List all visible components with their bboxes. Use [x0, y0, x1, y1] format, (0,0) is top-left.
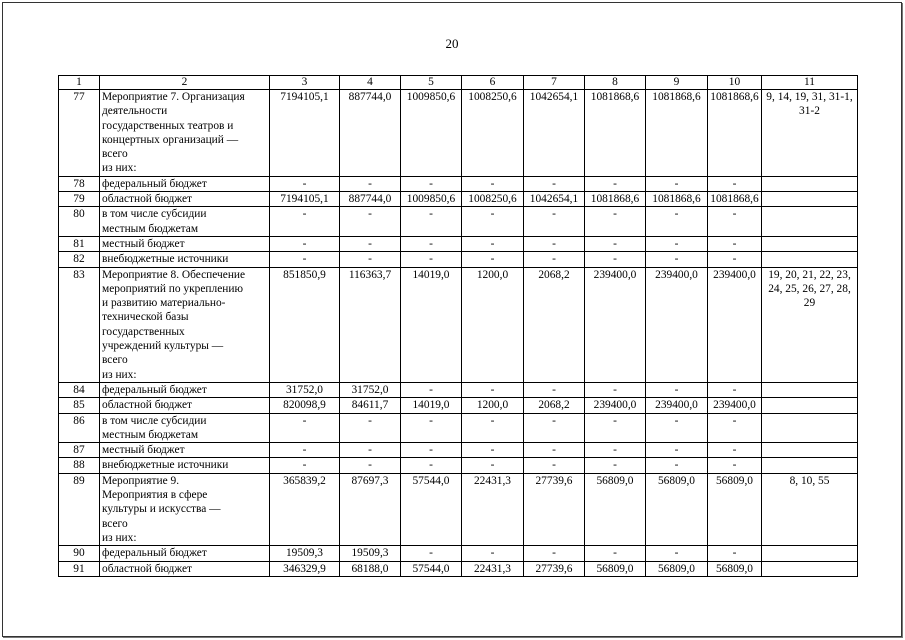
value-cell: 56809,0 — [708, 473, 762, 545]
value-cell: 22431,3 — [462, 473, 524, 545]
value-cell: 239400,0 — [708, 398, 762, 413]
row-name — [100, 546, 270, 561]
row-name-line: деятельности — [102, 105, 168, 118]
value-cell: - — [270, 252, 340, 267]
value-cell: - — [340, 413, 401, 443]
page-number: 20 — [445, 36, 459, 51]
value-cell: - — [462, 443, 524, 458]
row-name-line: технической базы — [102, 311, 189, 324]
indicator-refs — [762, 546, 858, 561]
value-cell: 239400,0 — [646, 267, 708, 382]
row-number: 83 — [59, 267, 100, 382]
row-name-line: местный бюджет — [102, 444, 185, 457]
row-number: 85 — [59, 398, 100, 413]
row-name-line: местный бюджет — [102, 237, 185, 250]
row-name — [100, 413, 270, 443]
row-name — [100, 382, 270, 397]
value-cell: - — [462, 176, 524, 191]
value-cell: 31752,0 — [340, 382, 401, 397]
value-cell: 887744,0 — [340, 192, 401, 207]
value-cell: 56809,0 — [585, 561, 646, 576]
indicator-refs — [762, 207, 858, 237]
value-cell: - — [462, 252, 524, 267]
table-row — [59, 267, 858, 382]
column-header: 6 — [462, 76, 524, 90]
table-row — [59, 473, 858, 545]
row-name-line: федеральный бюджет — [102, 547, 207, 560]
indicator-refs — [762, 561, 858, 576]
table-body — [59, 90, 858, 577]
column-header: 7 — [524, 76, 585, 90]
row-name-line: из них: — [102, 531, 137, 544]
row-name-line: местным бюджетам — [102, 222, 199, 235]
value-cell: - — [646, 443, 708, 458]
table-row — [59, 236, 858, 251]
row-name-line: Мероприятие 8. Обеспечение — [102, 268, 246, 281]
row-number: 77 — [59, 90, 100, 177]
value-cell: - — [401, 207, 462, 237]
value-cell: - — [462, 413, 524, 443]
row-number: 90 — [59, 546, 100, 561]
value-cell: 1081868,6 — [646, 90, 708, 177]
row-name — [100, 90, 270, 177]
row-name-line: внебюджетные источники — [102, 253, 229, 266]
row-name-line: федеральный бюджет — [102, 383, 207, 396]
value-cell: - — [646, 176, 708, 191]
value-cell: 239400,0 — [585, 267, 646, 382]
value-cell: - — [524, 382, 585, 397]
value-cell: - — [708, 252, 762, 267]
value-cell: - — [708, 176, 762, 191]
row-number: 80 — [59, 207, 100, 237]
value-cell: 1008250,6 — [462, 90, 524, 177]
value-cell: - — [708, 546, 762, 561]
value-cell: 116363,7 — [340, 267, 401, 382]
row-name-line: государственных театров и — [102, 119, 234, 132]
header-row — [59, 76, 858, 90]
value-cell: - — [708, 443, 762, 458]
value-cell: - — [585, 413, 646, 443]
row-name — [100, 561, 270, 576]
value-cell: 1042654,1 — [524, 192, 585, 207]
row-name-line: Мероприятие 7. Организация — [102, 91, 245, 103]
column-header: 2 — [100, 76, 270, 90]
value-cell: - — [646, 382, 708, 397]
value-cell: 56809,0 — [646, 561, 708, 576]
value-cell: 239400,0 — [708, 267, 762, 382]
value-cell: - — [270, 413, 340, 443]
row-name — [100, 398, 270, 413]
value-cell: - — [524, 443, 585, 458]
value-cell: - — [708, 382, 762, 397]
row-name-line: и развитию материально- — [102, 297, 226, 310]
row-name-line: местным бюджетам — [102, 428, 199, 441]
value-cell: 820098,9 — [270, 398, 340, 413]
table-row — [59, 176, 858, 191]
value-cell: - — [401, 252, 462, 267]
value-cell: - — [585, 207, 646, 237]
value-cell: 1081868,6 — [708, 90, 762, 177]
indicator-refs — [762, 176, 858, 191]
value-cell: 19509,3 — [270, 546, 340, 561]
indicator-refs — [762, 252, 858, 267]
value-cell: 14019,0 — [401, 398, 462, 413]
value-cell: 68188,0 — [340, 561, 401, 576]
value-cell: 1042654,1 — [524, 90, 585, 177]
row-number: 79 — [59, 192, 100, 207]
indicator-refs: 19, 20, 21, 22, 23, 24, 25, 26, 27, 28, 29 — [762, 267, 858, 382]
table-row — [59, 546, 858, 561]
row-number: 89 — [59, 473, 100, 545]
value-cell: - — [401, 236, 462, 251]
value-cell: - — [585, 443, 646, 458]
row-number: 84 — [59, 382, 100, 397]
value-cell: 56809,0 — [708, 561, 762, 576]
indicator-refs — [762, 236, 858, 251]
value-cell: 22431,3 — [462, 561, 524, 576]
value-cell: 1200,0 — [462, 398, 524, 413]
column-header: 8 — [585, 76, 646, 90]
value-cell: 56809,0 — [585, 473, 646, 545]
indicator-refs — [762, 192, 858, 207]
value-cell: - — [646, 207, 708, 237]
value-cell: - — [708, 236, 762, 251]
row-name — [100, 267, 270, 382]
column-header: 10 — [708, 76, 762, 90]
value-cell: 1009850,6 — [401, 192, 462, 207]
value-cell: 2068,2 — [524, 267, 585, 382]
value-cell: - — [646, 236, 708, 251]
row-name — [100, 443, 270, 458]
row-name-line: мероприятий по укреплению — [102, 282, 243, 295]
value-cell: 365839,2 — [270, 473, 340, 545]
value-cell: - — [340, 458, 401, 473]
value-cell: - — [270, 236, 340, 251]
row-name-line: учреждений культуры — — [102, 340, 224, 353]
column-header: 11 — [762, 76, 858, 90]
value-cell: 2068,2 — [524, 398, 585, 413]
indicator-refs — [762, 413, 858, 443]
row-name-line: концертных организаций — — [102, 133, 239, 146]
row-name-line: всего — [102, 148, 128, 161]
row-name-line: культуры и искусства — — [102, 503, 221, 516]
value-cell: - — [708, 207, 762, 237]
value-cell: - — [524, 236, 585, 251]
value-cell: - — [708, 413, 762, 443]
table-row — [59, 561, 858, 576]
value-cell: 1081868,6 — [585, 90, 646, 177]
row-number: 82 — [59, 252, 100, 267]
row-name-line: областной бюджет — [102, 399, 192, 412]
value-cell: 14019,0 — [401, 267, 462, 382]
value-cell: 346329,9 — [270, 561, 340, 576]
indicator-refs — [762, 398, 858, 413]
table-row — [59, 382, 858, 397]
indicator-refs — [762, 382, 858, 397]
value-cell: - — [270, 176, 340, 191]
row-name — [100, 236, 270, 251]
value-cell: 1008250,6 — [462, 192, 524, 207]
value-cell: - — [585, 382, 646, 397]
row-name-line: федеральный бюджет — [102, 177, 207, 190]
row-name-line: в том числе субсидии — [102, 414, 207, 427]
row-name — [100, 252, 270, 267]
value-cell: - — [401, 443, 462, 458]
column-header: 1 — [59, 76, 100, 90]
value-cell: - — [462, 382, 524, 397]
value-cell: 19509,3 — [340, 546, 401, 561]
row-name — [100, 176, 270, 191]
value-cell: - — [270, 458, 340, 473]
row-name-line: государственных — [102, 325, 185, 338]
value-cell: - — [340, 236, 401, 251]
value-cell: 7194105,1 — [270, 192, 340, 207]
value-cell: 239400,0 — [585, 398, 646, 413]
row-name-line: областной бюджет — [102, 562, 192, 575]
value-cell: 1200,0 — [462, 267, 524, 382]
value-cell: - — [524, 252, 585, 267]
value-cell: - — [401, 382, 462, 397]
row-number: 78 — [59, 176, 100, 191]
value-cell: - — [462, 207, 524, 237]
value-cell: 1081868,6 — [646, 192, 708, 207]
column-header: 4 — [340, 76, 401, 90]
table-row — [59, 458, 858, 473]
row-name — [100, 473, 270, 545]
table-row — [59, 252, 858, 267]
row-number: 86 — [59, 413, 100, 443]
row-name-line: областной бюджет — [102, 193, 192, 206]
value-cell: - — [524, 207, 585, 237]
value-cell: - — [524, 176, 585, 191]
value-cell: 57544,0 — [401, 561, 462, 576]
indicator-refs: 8, 10, 55 — [762, 473, 858, 545]
row-name-line: Мероприятие 9. — [102, 474, 180, 487]
value-cell: - — [340, 252, 401, 267]
value-cell: 84611,7 — [340, 398, 401, 413]
indicator-refs: 9, 14, 19, 31, 31-1, 31-2 — [762, 90, 858, 177]
value-cell: - — [462, 546, 524, 561]
value-cell: - — [585, 252, 646, 267]
row-name — [100, 458, 270, 473]
row-name-line: Мероприятия в сфере — [102, 489, 208, 502]
row-name-line: в том числе субсидии — [102, 208, 207, 221]
value-cell: - — [585, 236, 646, 251]
value-cell: - — [401, 413, 462, 443]
value-cell: 87697,3 — [340, 473, 401, 545]
row-number: 88 — [59, 458, 100, 473]
document-page — [2, 2, 902, 637]
row-name-line: из них: — [102, 162, 137, 175]
value-cell: 56809,0 — [646, 473, 708, 545]
value-cell: - — [585, 458, 646, 473]
value-cell: - — [462, 236, 524, 251]
value-cell: - — [340, 207, 401, 237]
value-cell: - — [401, 176, 462, 191]
value-cell: - — [524, 413, 585, 443]
row-number: 81 — [59, 236, 100, 251]
value-cell: 57544,0 — [401, 473, 462, 545]
row-name-line: из них: — [102, 368, 137, 381]
value-cell: - — [270, 207, 340, 237]
value-cell: 887744,0 — [340, 90, 401, 177]
table-row — [59, 443, 858, 458]
value-cell: - — [462, 458, 524, 473]
value-cell: 239400,0 — [646, 398, 708, 413]
value-cell: - — [646, 413, 708, 443]
row-name-line: внебюджетные источники — [102, 459, 229, 472]
value-cell: - — [524, 458, 585, 473]
table-row — [59, 192, 858, 207]
table-row — [59, 413, 858, 443]
value-cell: - — [401, 458, 462, 473]
value-cell: 1009850,6 — [401, 90, 462, 177]
value-cell: - — [340, 176, 401, 191]
table-row — [59, 90, 858, 177]
value-cell: 27739,6 — [524, 473, 585, 545]
value-cell: - — [646, 458, 708, 473]
value-cell: 851850,9 — [270, 267, 340, 382]
value-cell: 27739,6 — [524, 561, 585, 576]
value-cell: - — [585, 546, 646, 561]
budget-table — [58, 75, 858, 577]
row-number: 87 — [59, 443, 100, 458]
value-cell: - — [270, 443, 340, 458]
value-cell: - — [646, 252, 708, 267]
value-cell: 1081868,6 — [585, 192, 646, 207]
value-cell: - — [524, 546, 585, 561]
value-cell: 1081868,6 — [708, 192, 762, 207]
value-cell: - — [340, 443, 401, 458]
value-cell: - — [708, 458, 762, 473]
table-row — [59, 398, 858, 413]
column-header: 9 — [646, 76, 708, 90]
indicator-refs — [762, 458, 858, 473]
value-cell: - — [585, 176, 646, 191]
row-number: 91 — [59, 561, 100, 576]
row-name — [100, 192, 270, 207]
table-row — [59, 207, 858, 237]
column-header: 5 — [401, 76, 462, 90]
value-cell: 7194105,1 — [270, 90, 340, 177]
value-cell: - — [646, 546, 708, 561]
value-cell: - — [401, 546, 462, 561]
column-header: 3 — [270, 76, 340, 90]
row-name — [100, 207, 270, 237]
row-name-line: всего — [102, 354, 128, 367]
row-name-line: всего — [102, 517, 128, 530]
value-cell: 31752,0 — [270, 382, 340, 397]
indicator-refs — [762, 443, 858, 458]
